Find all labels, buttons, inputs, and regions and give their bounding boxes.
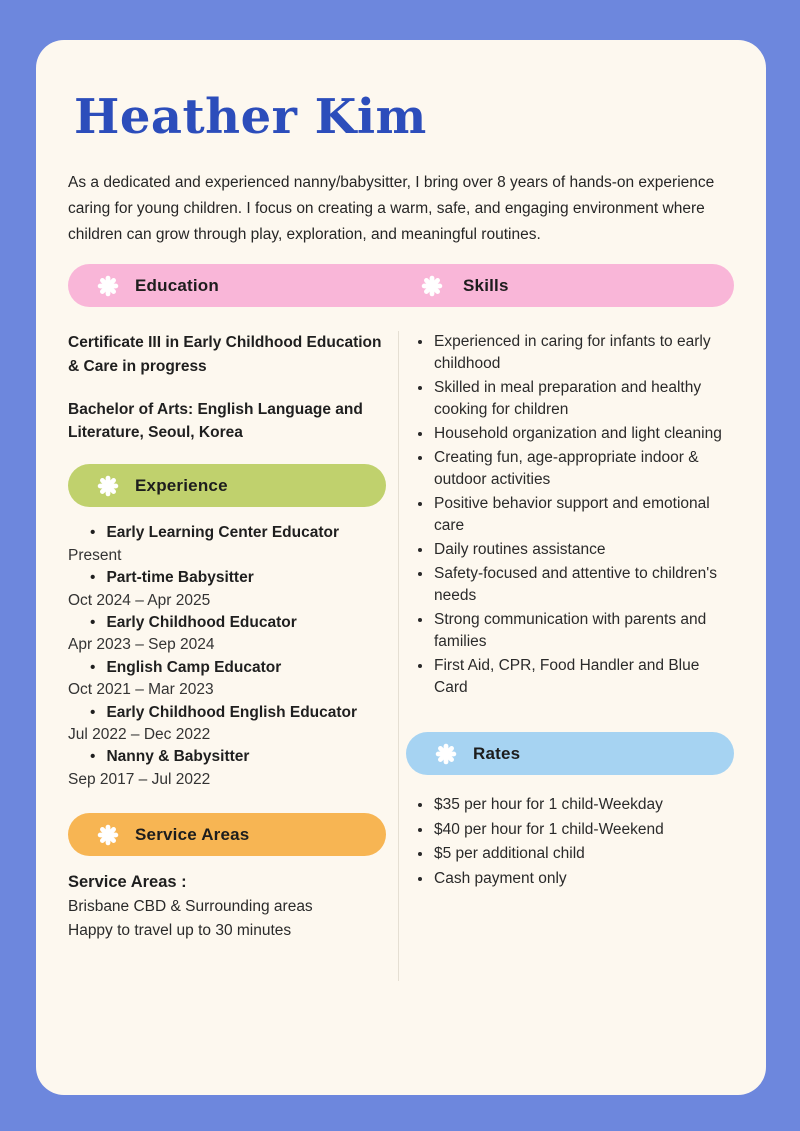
skill-item: • Household organization and light cleaning [433, 423, 734, 445]
flower-icon [97, 275, 119, 297]
rates-section-label: Rates [473, 743, 521, 763]
job-period: Oct 2021 – Mar 2023 [68, 681, 214, 699]
experience-item [68, 657, 386, 702]
job-title: Early Childhood Educator [106, 613, 297, 631]
job-title: Early Learning Center Educator [106, 524, 339, 542]
flower-icon [97, 475, 119, 497]
skill-item: • Skilled in meal preparation and healthy cooking for children [433, 377, 734, 421]
skill-item: • Daily routines assistance [433, 539, 734, 561]
education-header [68, 275, 406, 297]
education-section-label: Education [135, 275, 219, 295]
experience-list [68, 522, 386, 791]
bullet-icon: • [90, 658, 96, 676]
rate-item: • $35 per hour for 1 child-Weekday [433, 793, 734, 817]
job-title: Part-time Babysitter [106, 569, 254, 587]
resume-card [36, 40, 766, 1095]
education-entry: Certificate III in Early Childhood Education & Care in progress [68, 334, 382, 375]
job-period: Jul 2022 – Dec 2022 [68, 726, 211, 743]
experience-item [68, 702, 386, 747]
content-columns [68, 331, 734, 981]
flower-icon [421, 275, 443, 297]
header-pill [68, 264, 734, 307]
experience-item [68, 522, 386, 567]
skill-item: • Experienced in caring for infants to early childhood [433, 331, 734, 375]
experience-item [68, 612, 386, 657]
bullet-icon: • [90, 613, 96, 631]
service-areas-section [68, 813, 386, 943]
service-areas-pill [68, 813, 386, 856]
job-title: Nanny & Babysitter [106, 748, 250, 766]
service-areas-text [68, 869, 386, 943]
education-section [68, 331, 386, 444]
skill-item: • Positive behavior support and emotional care [433, 493, 734, 537]
job-title: English Camp Educator [106, 658, 282, 676]
service-areas-line: Happy to travel up to 30 minutes [68, 922, 292, 940]
skill-item: • Strong communication with parents and families [433, 609, 734, 653]
job-period: Present [68, 546, 122, 564]
right-column [406, 331, 734, 981]
page-title: Heather Kim [74, 89, 427, 145]
bullet-icon: • [90, 703, 96, 721]
experience-pill [68, 464, 386, 507]
skill-item: • Creating fun, age-appropriate indoor & outdoor activities [433, 447, 734, 491]
rate-item: • $5 per additional child [433, 842, 734, 866]
intro-paragraph: As a dedicated and experienced nanny/babysitter, I bring over 8 years of hands-on experience caring for young children. I focus on creating a warm, safe, and engaging environment where children can grow through play, exploration, and meaningful routines. [68, 174, 715, 243]
skills-section-label: Skills [463, 275, 509, 295]
left-column [68, 331, 386, 981]
job-period: Sep 2017 – Jul 2022 [68, 770, 211, 788]
flower-icon [97, 824, 119, 846]
bullet-icon: • [90, 569, 96, 587]
rates-list [406, 793, 734, 890]
experience-section [68, 464, 386, 791]
education-entry: Bachelor of Arts: English Language and Literature, Seoul, Korea [68, 400, 363, 442]
service-areas-line: Brisbane CBD & Surrounding areas [68, 898, 313, 916]
column-divider [398, 331, 399, 981]
job-title: Early Childhood English Educator [106, 703, 358, 721]
rates-pill [406, 732, 734, 775]
job-period: Apr 2023 – Sep 2024 [68, 636, 215, 654]
skill-item: • Safety-focused and attentive to children's needs [433, 563, 734, 607]
service-areas-section-label: Service Areas [135, 824, 250, 844]
experience-item [68, 567, 386, 612]
experience-item [68, 746, 386, 791]
bullet-icon: • [90, 524, 96, 542]
bullet-icon: • [90, 748, 96, 766]
flower-icon [435, 743, 457, 765]
service-areas-heading: Service Areas : [68, 873, 187, 892]
skills-list [406, 331, 734, 699]
experience-section-label: Experience [135, 475, 228, 495]
rate-item: • Cash payment only [433, 867, 734, 891]
skills-header [406, 275, 734, 297]
job-period: Oct 2024 – Apr 2025 [68, 591, 211, 609]
rate-item: • $40 per hour for 1 child-Weekend [433, 818, 734, 842]
skill-item: • First Aid, CPR, Food Handler and Blue Card [433, 655, 734, 699]
